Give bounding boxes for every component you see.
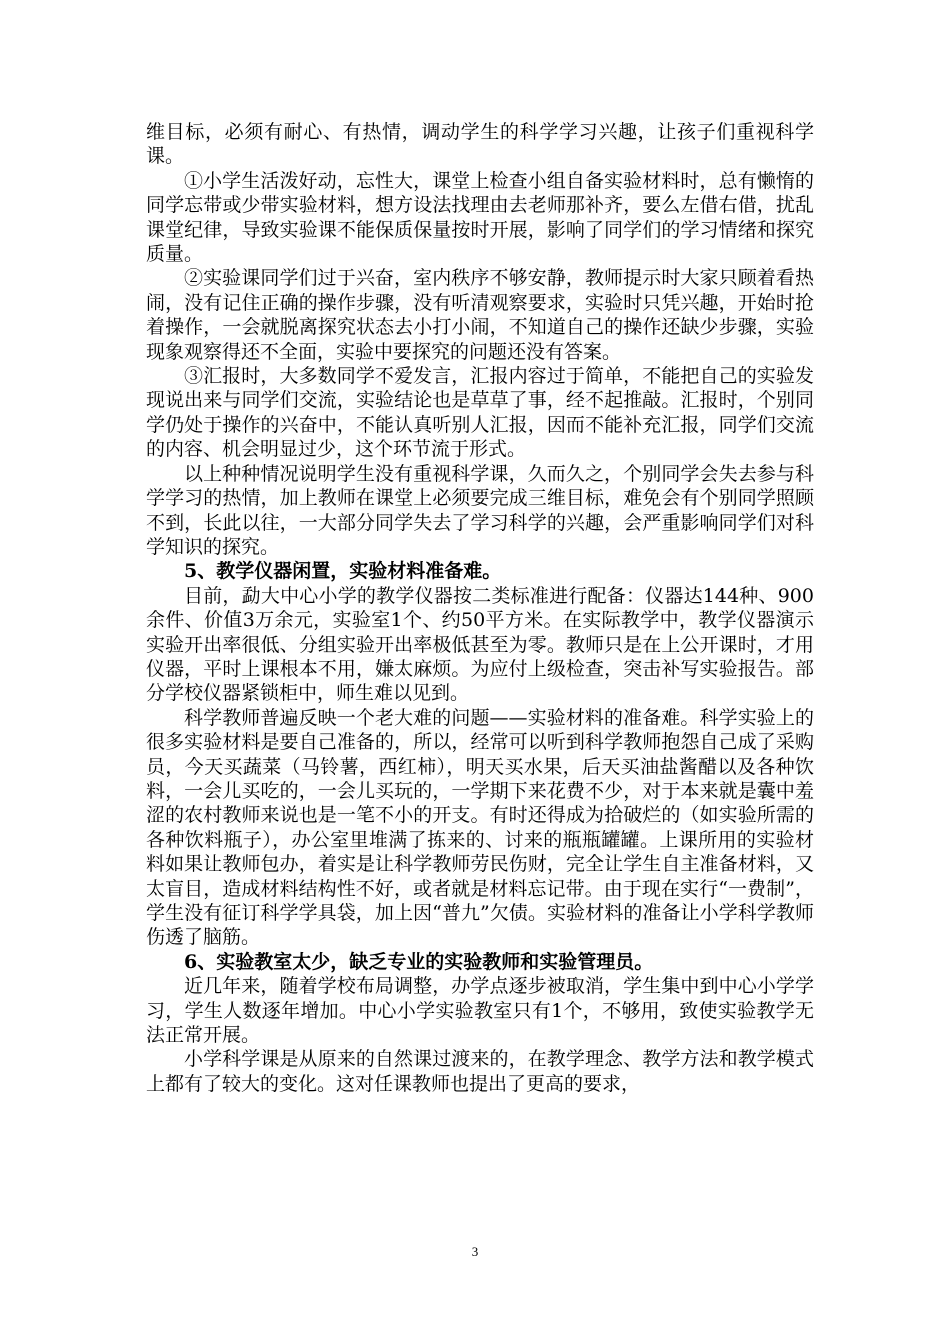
paragraph-summary: 以上种种情况说明学生没有重视科学课，久而久之，个别同学会失去参与科学学习的热情，加上教师在课堂上必须要完成三维目标，难免会有个别同学照顾不到，长此以往，一大部分同学失去了学习科学的兴趣，会严重影响同学们对科学知识的探究。 <box>146 462 814 558</box>
page-body <box>146 120 814 1096</box>
paragraph-point-1: ①小学生活泼好动，忘性大，课堂上检查小组自备实验材料时，总有懒惰的同学忘带或少带实验材料，想方设法找理由去老师那补齐，要么左借右借，扰乱课堂纪律，导致实验课不能保质保量按时开展，影响了同学们的学习情绪和探究质量。 <box>146 169 814 266</box>
paragraph-continuation: 维目标，必须有耐心、有热情，调动学生的科学学习兴趣，让孩子们重视科学课。 <box>146 121 814 168</box>
page-number: 3 <box>471 1244 479 1259</box>
paragraph-instruments: 目前，勐大中心小学的教学仪器按二类标准进行配备：仪器达144种、900余件、价值3万余元，实验室1个、约50平方米。在实际教学中，教学仪器演示实验开出率很低、分组实验开出率极低甚至为零。教师只是在上公开课时，才用仪器，平时上课根本不用，嫌太麻烦。为应付上级检查，突击补写实验报告。部分学校仪器紧锁柜中，师生难以见到。 <box>146 584 814 705</box>
paragraph-science-course: 小学科学课是从原来的自然课过渡来的，在教学理念、教学方法和教学模式上都有了较大的变化。这对任课教师也提出了更高的要求， <box>146 1048 814 1095</box>
paragraph-point-2: ②实验课同学们过于兴奋，室内秩序不够安静，教师提示时大家只顾着看热闹，没有记住正确的操作步骤，没有听清观察要求，实验时只凭兴趣，开始时抢着操作，一会就脱离探究状态去小打小闹，不知道自己的操作还缺少步骤，实验现象观察得还不全面，实验中要探究的问题还没有答案。 <box>146 267 814 363</box>
paragraph-classrooms: 近几年来，随着学校布局调整，办学点逐步被取消，学生集中到中心小学学习，学生人数逐年增加。中心小学实验教室只有1个，不够用，致使实验教学无法正常开展。 <box>146 975 814 1047</box>
section-heading-6: 6、实验教室太少，缺乏专业的实验教师和实验管理员。 <box>184 950 654 973</box>
paragraph-materials: 科学教师普遍反映一个老大难的问题——实验材料的准备难。科学实验上的很多实验材料是要自己准备的，所以，经常可以听到科学教师抱怨自己成了采购员，今天买蔬菜（马铃薯，西红柿），明天买水果，后天买油盐酱醋以及各种饮料，一会儿买吃的，一会儿买玩的，一学期下来花费不少，对于本来就是囊中羞涩的农村教师来说也是一笔不小的开支。有时还得成为拾破烂的（如实验所需的各种饮料瓶子），办公室里堆满了拣来的、讨来的瓶瓶罐罐。上课所用的实验材料如果让教师包办，着实是让科学教师劳民伤财，完全让学生自主准备材料，又太盲目，造成材料结构性不好，或者就是材料忘记带。由于现在实行“一费制”，学生没有征订科学学具袋，加上因“普九”欠债。实验材料的准备让小学科学教师伤透了脑筋。 <box>146 706 814 949</box>
section-heading-5: 5、教学仪器闲置，实验材料准备难。 <box>184 560 502 583</box>
paragraph-point-3: ③汇报时，大多数同学不爱发言，汇报内容过于简单，不能把自己的实验发现说出来与同学们交流，实验结论也是草草了事，经不起推敲。汇报时，个别同学仍处于操作的兴奋中，不能认真听别人汇报，因而不能补充汇报，同学们交流的内容、机会明显过少，这个环节流于形式。 <box>146 365 814 461</box>
